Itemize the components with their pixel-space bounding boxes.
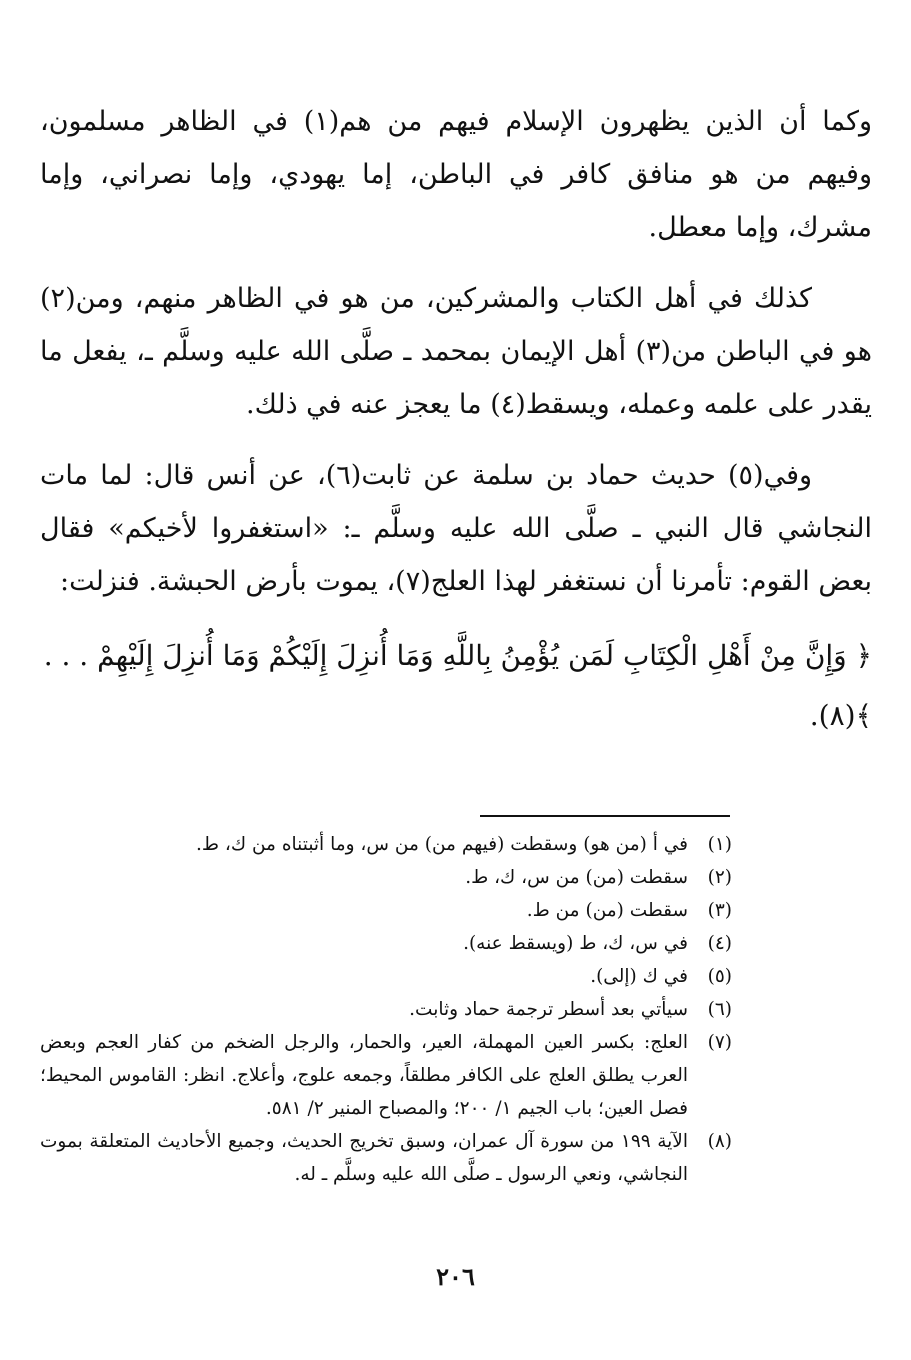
footnote-5 (40, 960, 732, 993)
footnote-4 (40, 927, 732, 960)
footnote-separator (480, 815, 730, 817)
footnote-text: سقطت (من) من ط. (526, 900, 688, 921)
footnote-number: (٤) (707, 933, 732, 954)
footnote-3 (40, 894, 732, 927)
main-text (40, 95, 872, 746)
paragraph-3: وفي(٥) حديث حماد بن سلمة عن ثابت(٦)، عن أنس قال: لما مات النجاشي قال النبي ـ صلَّى الله عليه وسلَّم ـ: «استغفروا لأخيكم» فقال بعض القوم: تأمرنا أن نستغفر لهذا العلج(٧)، يموت بأرض الحبشة. فنزلت: (40, 460, 872, 597)
footnote-number: (٨) (707, 1131, 732, 1152)
footnote-1 (40, 828, 732, 861)
quran-verse: ﴿ وَإِنَّ مِنْ أَهْلِ الْكِتَابِ لَمَن يُؤْمِنُ بِاللَّهِ وَمَا أُنزِلَ إِلَيْكُمْ وَمَا أُنزِلَ إِلَيْهِمْ . . . ﴾(٨). (43, 639, 872, 732)
footnote-number: (١) (707, 834, 732, 855)
footnote-text: سيأتي بعد أسطر ترجمة حماد وثابت. (409, 999, 688, 1020)
page-number: ٢٠٦ (436, 1262, 475, 1291)
footnote-6 (40, 993, 732, 1026)
footnote-number: (٥) (707, 966, 732, 987)
footnote-number: (٧) (707, 1032, 732, 1053)
footnote-text: الآية ١٩٩ من سورة آل عمران، وسبق تخريج الحديث، وجميع الأحاديث المتعلقة بموت النجاشي، ونعي الرسول ـ صلَّى الله عليه وسلَّم ـ له. (40, 1131, 688, 1185)
footnote-8 (40, 1125, 732, 1191)
paragraph-2: كذلك في أهل الكتاب والمشركين، من هو في الظاهر منهم، ومن(٢) هو في الباطن من(٣) أهل الإيمان بمحمد ـ صلَّى الله عليه وسلَّم ـ، يفعل ما يقدر على علمه وعمله، ويسقط(٤) ما يعجز عنه في ذلك. (40, 283, 872, 420)
footnote-2 (40, 861, 732, 894)
footnote-text: في ك (إلى). (590, 966, 688, 987)
footnote-number: (٦) (707, 999, 732, 1020)
footnote-text: في س، ك، ط (ويسقط عنه). (463, 933, 688, 954)
footnote-number: (٣) (707, 900, 732, 921)
footnote-number: (٢) (707, 867, 732, 888)
footnote-text: العلج: بكسر العين المهملة، العير، والحمار، والرجل الضخم من كفار العجم وبعض العرب يطلق العلج على الكافر مطلقاً، وجمعه علوج، وأعلاج. انظر: القاموس المحيط؛ فصل العين؛ باب الجيم ١/ ٢٠٠؛ والمصباح المنير ٢/ ٥٨١. (40, 1032, 688, 1119)
footnote-text: سقطت (من) من س، ك، ط. (465, 867, 688, 888)
paragraph-1: وكما أن الذين يظهرون الإسلام فيهم من هم(١) في الظاهر مسلمون، وفيهم من هو منافق كافر في الباطن، إما يهودي، وإما نصراني، وإما مشرك، وإما معطل. (40, 106, 872, 243)
footnote-7 (40, 1026, 732, 1125)
footnotes (40, 828, 732, 1191)
footnote-text: في أ (من هو) وسقطت (فيهم من) من س، وما أثبتناه من ك، ط. (195, 834, 688, 855)
